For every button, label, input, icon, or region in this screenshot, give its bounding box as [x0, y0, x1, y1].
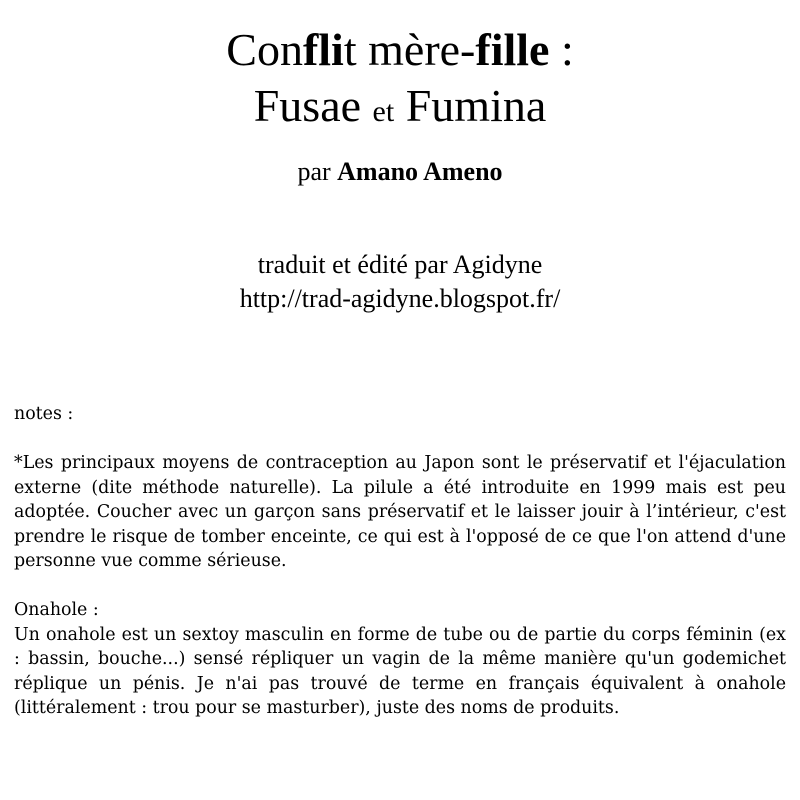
title-line-2: Fusae et Fumina: [253, 80, 547, 131]
notes-section: [14, 402, 786, 721]
note-onahole: Un onahole est un sextoy masculin en forme de tube ou de partie du corps féminin (ex : bassin, bouche...) sensé répliquer un vagin de la même manière qu'un godemichet réplique un pénis. Je n'ai pas trouvé de terme en français équivalent à onahole (littéralement : trou pour se masturber), juste des noms de produits.: [14, 624, 786, 718]
title-line-1: Conflit mère-fille :: [226, 24, 574, 75]
note-contraception: *Les principaux moyens de contraception au Japon sont le préservatif et l'éjaculation externe (dite méthode naturelle). La pilule a été introduite en 1999 mais est peu adoptée. Coucher avec un garçon sans préservatif et le laisser jouir à l’intérieur, c'est prendre le risque de tomber enceinte, ce qui est à l'opposé de ce que l'on attend d'une personne vue comme sérieuse.: [14, 453, 786, 571]
notes-heading: notes :: [14, 404, 74, 424]
spacer: [14, 574, 786, 599]
document-title: [0, 22, 800, 140]
spacer: [14, 427, 786, 452]
translation-credits: [0, 248, 800, 316]
blog-url: http://trad-agidyne.blogspot.fr/: [239, 284, 561, 313]
author-name: Amano Ameno: [337, 157, 503, 186]
note-onahole-heading: Onahole :: [14, 600, 99, 620]
author-byline: par Amano Ameno: [297, 157, 503, 186]
translator-line: traduit et édité par Agidyne: [257, 250, 543, 279]
